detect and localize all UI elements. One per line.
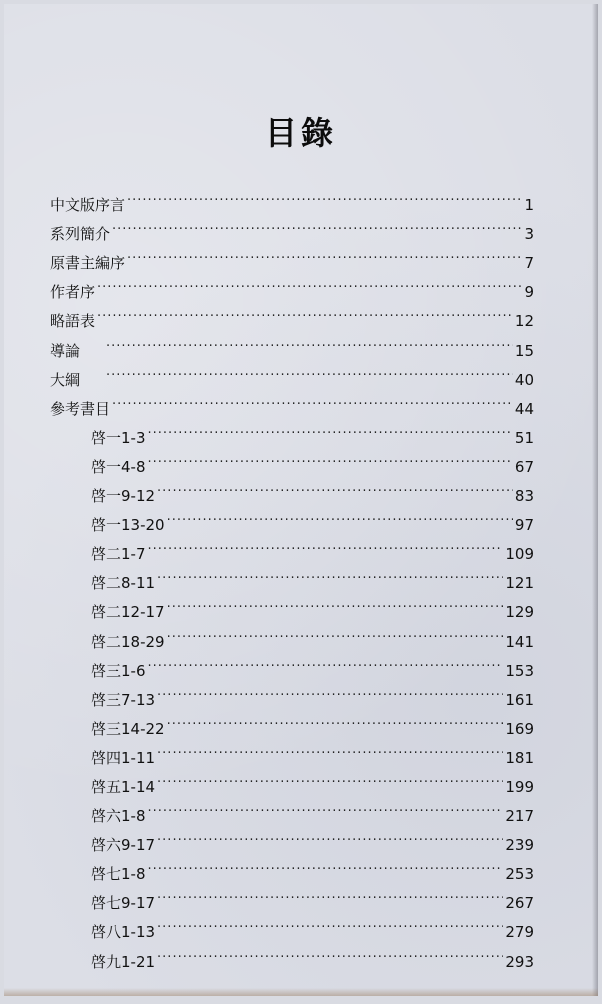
toc-leader-dots <box>106 326 513 355</box>
toc-leader-dots <box>148 850 504 879</box>
toc-leader-dots <box>127 239 522 268</box>
toc-entry-label: 啓七9-17 <box>91 894 156 913</box>
toc-entry <box>50 181 534 215</box>
toc-leader-dots <box>157 472 513 501</box>
toc-entry-label: 啓七1-8 <box>91 865 146 884</box>
toc-entry-page: 169 <box>505 719 534 738</box>
toc-entry-label: 啓二18-29 <box>91 632 165 651</box>
toc-entry-label: 啓三1-6 <box>91 661 146 680</box>
toc-leader-dots <box>157 879 503 908</box>
page-edge-bottom <box>4 988 598 996</box>
toc-entry-label: 啓三7-13 <box>91 690 156 709</box>
book-page <box>4 4 598 996</box>
toc-leader-dots <box>157 937 503 966</box>
toc-entry-label: 參考書目 <box>50 399 111 418</box>
toc-leader-dots <box>157 908 503 937</box>
toc-leader-dots <box>157 763 503 792</box>
toc-entry-page: 253 <box>505 865 534 884</box>
toc-entry-label: 啓八1-13 <box>91 923 156 942</box>
toc-entry-page: 109 <box>505 545 534 564</box>
toc-leader-dots <box>167 588 504 617</box>
toc-entry-label: 啓一1-3 <box>91 428 146 447</box>
toc-entry <box>50 326 534 360</box>
toc-entry-page: 279 <box>505 923 534 942</box>
toc-entry-page: 199 <box>505 777 534 796</box>
toc-entry-label: 原書主編序 <box>50 254 126 273</box>
toc-entry-label: 啓六9-17 <box>91 836 156 855</box>
toc-entry-label: 導論 <box>50 341 81 360</box>
toc-entry-page: 67 <box>514 457 534 476</box>
toc-entry-page: 129 <box>505 603 534 622</box>
toc-entry-page: 83 <box>514 487 534 506</box>
toc-leader-dots <box>148 647 504 676</box>
toc-entry-label: 大綱 <box>50 370 81 389</box>
toc-entry-label: 略語表 <box>50 312 96 331</box>
toc-entry <box>50 210 534 244</box>
toc-leader-dots <box>112 210 522 239</box>
toc-leader-dots <box>167 617 504 646</box>
toc-entry-label: 系列簡介 <box>50 225 111 244</box>
toc-leader-dots <box>97 268 522 297</box>
toc-leader-dots <box>167 501 513 530</box>
toc-entry-label: 啓一13-20 <box>91 516 165 535</box>
table-of-contents <box>50 181 534 971</box>
toc-entry-page: 3 <box>524 225 534 244</box>
toc-entry-label: 啓一4-8 <box>91 457 146 476</box>
toc-leader-dots <box>148 443 513 472</box>
toc-entry-page: 51 <box>514 428 534 447</box>
toc-entry-page: 97 <box>514 516 534 535</box>
toc-leader-dots <box>148 792 504 821</box>
toc-entry <box>50 268 534 302</box>
toc-entry-page: 121 <box>505 574 534 593</box>
toc-entry-label: 啓三14-22 <box>91 719 165 738</box>
toc-entry-label: 作者序 <box>50 283 96 302</box>
toc-leader-dots <box>157 821 503 850</box>
toc-entry-label: 啓一9-12 <box>91 487 156 506</box>
toc-entry-label: 啓九1-21 <box>91 952 156 971</box>
toc-entry-page: 44 <box>514 399 534 418</box>
toc-entry-label: 啓二12-17 <box>91 603 165 622</box>
toc-entry-page: 141 <box>505 632 534 651</box>
toc-entry <box>50 239 534 273</box>
toc-leader-dots <box>106 356 513 385</box>
toc-leader-dots <box>148 414 513 443</box>
toc-leader-dots <box>112 385 513 414</box>
toc-entry-page: 181 <box>505 748 534 767</box>
toc-entry <box>50 385 534 418</box>
toc-entry-page: 161 <box>505 690 534 709</box>
toc-entry-label: 啓二1-7 <box>91 545 146 564</box>
toc-leader-dots <box>157 559 503 588</box>
toc-entry-label: 啓二8-11 <box>91 574 156 593</box>
toc-entry-page: 293 <box>505 952 534 971</box>
toc-leader-dots <box>157 734 503 763</box>
toc-entry-page: 267 <box>505 894 534 913</box>
toc-entry <box>50 356 534 389</box>
toc-entry-page: 217 <box>505 807 534 826</box>
toc-leader-dots <box>97 297 513 326</box>
toc-entry-label: 啓四1-11 <box>91 748 156 767</box>
toc-leader-dots <box>127 181 522 210</box>
toc-entry-page: 239 <box>505 836 534 855</box>
toc-entry <box>50 297 534 331</box>
toc-entry-page: 12 <box>514 312 534 331</box>
toc-entry-page: 9 <box>524 283 534 302</box>
toc-entry-page: 153 <box>505 661 534 680</box>
page-title: 目錄 <box>264 114 337 152</box>
toc-entry-page: 15 <box>514 341 534 360</box>
toc-entry-label: 啓五1-14 <box>91 777 156 796</box>
toc-entry-page: 7 <box>524 254 534 273</box>
toc-subentry <box>50 414 534 447</box>
toc-leader-dots <box>167 705 504 734</box>
toc-leader-dots <box>157 676 503 705</box>
toc-entry-label: 啓六1-8 <box>91 807 146 826</box>
toc-entry-page: 40 <box>514 370 534 389</box>
toc-entry-page: 1 <box>524 196 534 215</box>
toc-leader-dots <box>148 530 504 559</box>
toc-entry-label: 中文版序言 <box>50 196 126 215</box>
